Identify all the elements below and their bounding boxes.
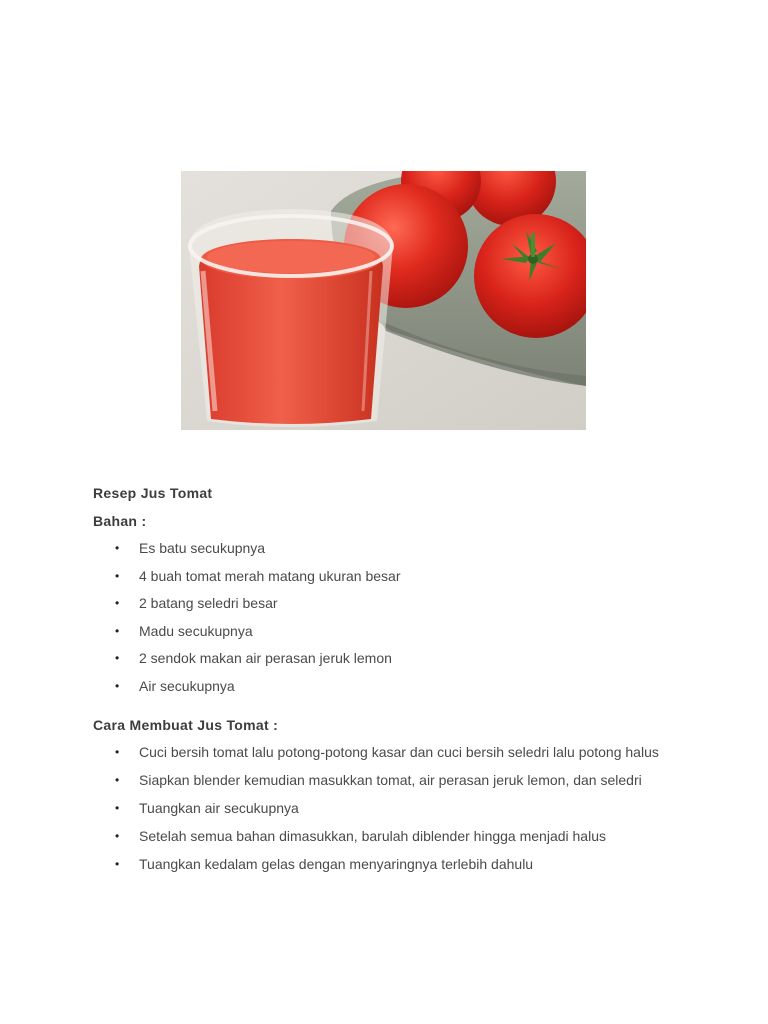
- bullet-icon: •: [115, 568, 120, 583]
- bullet-icon: •: [115, 800, 120, 815]
- bullet-icon: •: [115, 541, 120, 555]
- list-item: • Air secukupnya: [115, 677, 235, 694]
- bullet-icon: •: [115, 772, 120, 787]
- list-item: • Siapkan blender kemudian masukkan tomat, air perasan jeruk lemon, dan seledri: [115, 771, 642, 788]
- list-item: • Tuangkan kedalam gelas dengan menyaringnya terlebih dahulu: [115, 855, 534, 872]
- bullet-icon: •: [115, 596, 120, 610]
- list-item: • 2 batang seledri besar: [115, 595, 278, 611]
- bullet-icon: •: [115, 744, 120, 759]
- bullet-icon: •: [115, 856, 120, 871]
- bullet-icon: •: [115, 623, 120, 638]
- steps-heading: Cara Membuat Jus Tomat :: [93, 716, 279, 733]
- list-item: • Setelah semua bahan dimasukkan, barulah diblender hingga menjadi halus: [115, 827, 606, 844]
- bullet-icon: •: [115, 678, 120, 693]
- ingredients-list: [93, 538, 674, 696]
- tomato-juice-photo: [181, 171, 586, 430]
- ingredients-heading: Bahan :: [93, 513, 147, 529]
- recipe-section: [93, 484, 674, 882]
- recipe-title: Resep Jus Tomat: [93, 485, 213, 501]
- bullet-icon: •: [115, 828, 120, 843]
- steps-list: [93, 742, 674, 874]
- list-item: • Tuangkan air secukupnya: [115, 799, 299, 816]
- list-item: • Cuci bersih tomat lalu potong-potong kasar dan cuci bersih seledri lalu potong halus: [115, 743, 659, 760]
- bullet-icon: •: [115, 651, 120, 665]
- list-item: • Es batu secukupnya: [115, 540, 266, 556]
- list-item: • 4 buah tomat merah matang ukuran besar: [115, 567, 401, 584]
- list-item: • Madu secukupnya: [115, 622, 253, 639]
- list-item: • 2 sendok makan air perasan jeruk lemon: [115, 650, 392, 666]
